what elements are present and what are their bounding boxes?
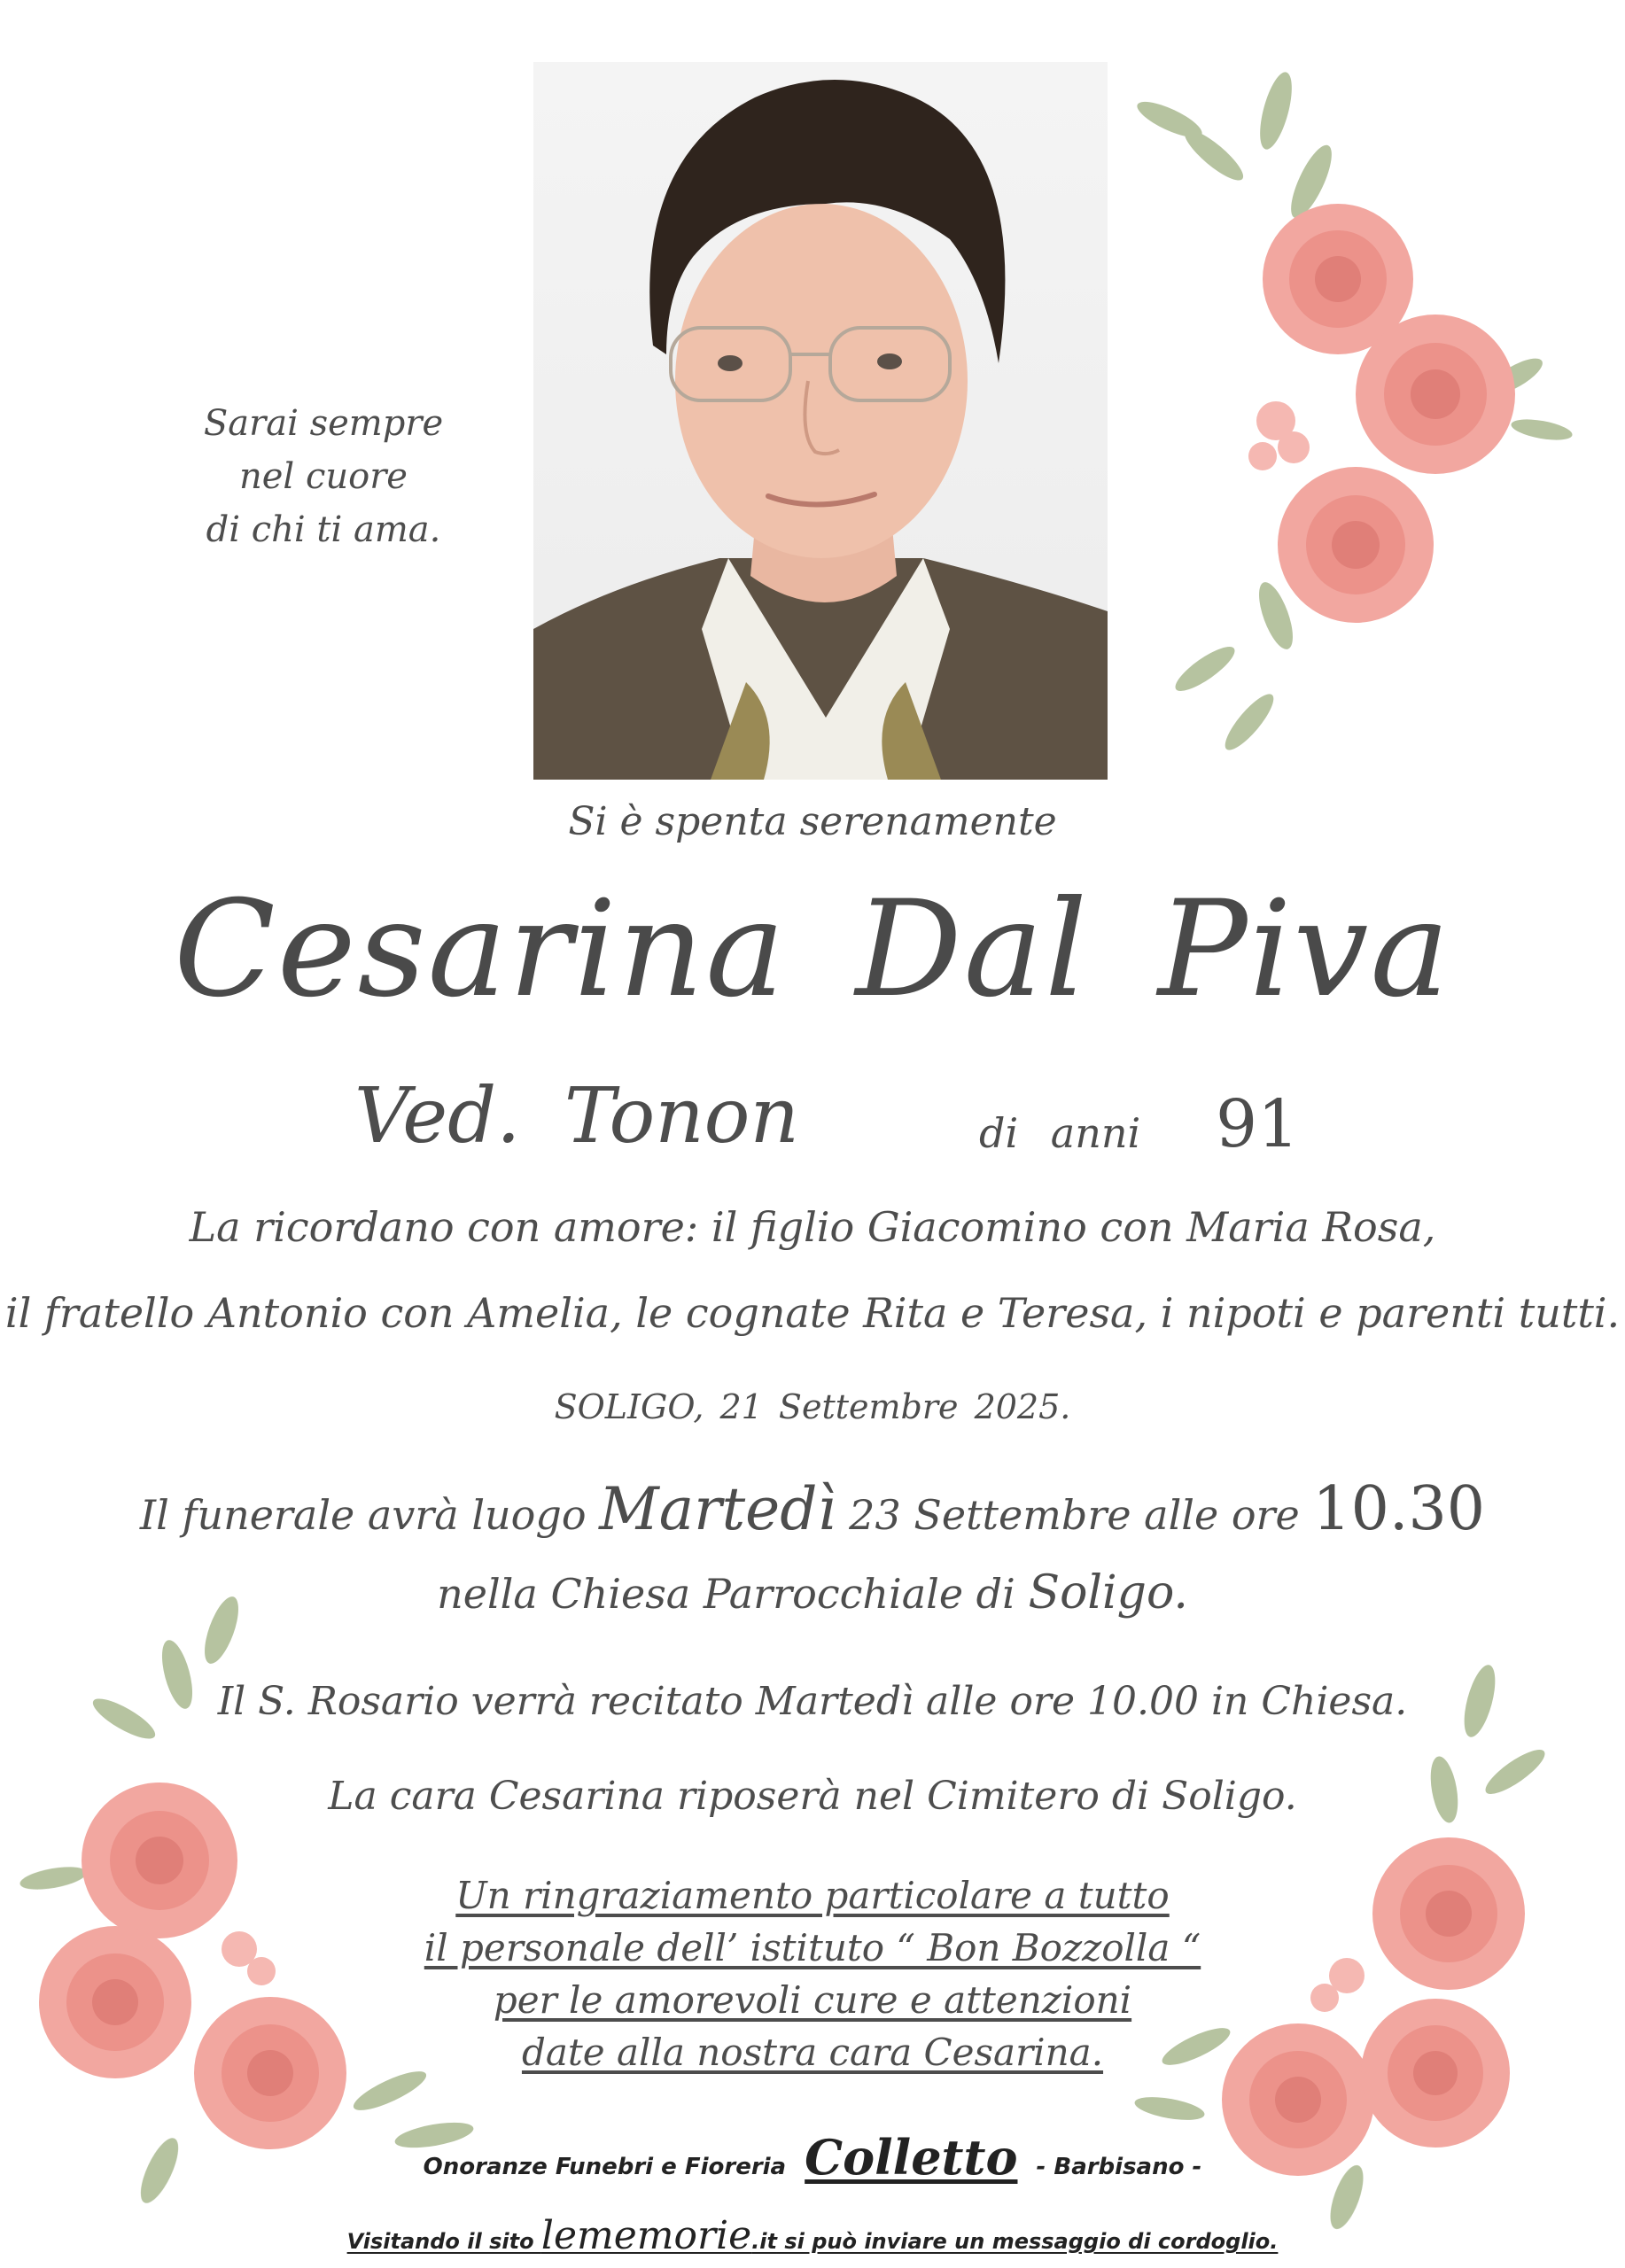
age-label: di anni — [979, 1109, 1141, 1157]
deceased-name: Cesarina Dal Piva — [174, 873, 1451, 1027]
age-value: 91 — [1216, 1086, 1300, 1162]
family-line: il fratello Antonio con Amelia, le cognate Rita e Teresa, i nipoti e parenti tutti. — [4, 1289, 1621, 1337]
thanks-line: il personale dell’ istituto “ Bon Bozzolla “ — [424, 1926, 1201, 1969]
portrait-photo — [533, 62, 1108, 780]
website-tld: .it — [751, 2229, 777, 2254]
quote-line: nel cuore — [239, 456, 408, 497]
funeral-home-footer — [0, 2129, 1625, 2186]
church-info — [0, 1566, 1625, 1619]
burial-info: La cara Cesarina riposerà nel Cimitero di Soligo. — [328, 1774, 1297, 1819]
funeral-prefix: Il funerale avrà luogo — [139, 1491, 600, 1539]
funeral-day: Martedì — [599, 1475, 836, 1543]
thanks-line: date alla nostra cara Cesarina. — [521, 2031, 1104, 2074]
place-date: SOLIGO, 21 Settembre 2025. — [554, 1387, 1071, 1426]
footer-prefix: Onoranze Funebri e Fioreria — [423, 2154, 787, 2180]
quote-line: di chi ti ama. — [206, 509, 441, 550]
website-link[interactable]: lememorie — [540, 2213, 752, 2258]
thanks-line: per le amorevoli cure e attenzioni — [493, 1978, 1132, 2022]
visit-prefix: Visitando il sito — [346, 2229, 541, 2254]
memorial-quote — [155, 397, 492, 556]
church-prefix: nella Chiesa Parrocchiale di — [437, 1570, 1029, 1618]
quote-line: Sarai sempre — [203, 403, 444, 444]
thanks-line: Un ringraziamento particolare a tutto — [455, 1874, 1170, 1917]
footer-suffix: - Barbisano - — [1036, 2154, 1202, 2180]
visit-suffix: si può inviare un messaggio di cordoglio. — [776, 2229, 1279, 2254]
funeral-info — [0, 1474, 1625, 1544]
website-footer — [0, 2213, 1625, 2258]
funeral-time: 10.30 — [1312, 1474, 1486, 1544]
church-place: Soligo. — [1028, 1566, 1188, 1619]
rosary-info: Il S. Rosario verrà recitato Martedì alle ore 10.00 in Chiesa. — [217, 1679, 1408, 1724]
funeral-date: 23 Settembre alle ore — [836, 1491, 1313, 1539]
funeral-home-brand: Colletto — [805, 2129, 1018, 2186]
family-line: La ricordano con amore: il figlio Giacomino con Maria Rosa, — [189, 1203, 1436, 1251]
intro-text: Si è spenta serenamente — [568, 799, 1057, 844]
widow-of: Ved. Tonon — [354, 1072, 799, 1161]
portrait-illustration — [533, 62, 1108, 780]
flower-decoration-top-right — [1099, 84, 1595, 775]
thanks-note — [0, 1869, 1625, 2078]
